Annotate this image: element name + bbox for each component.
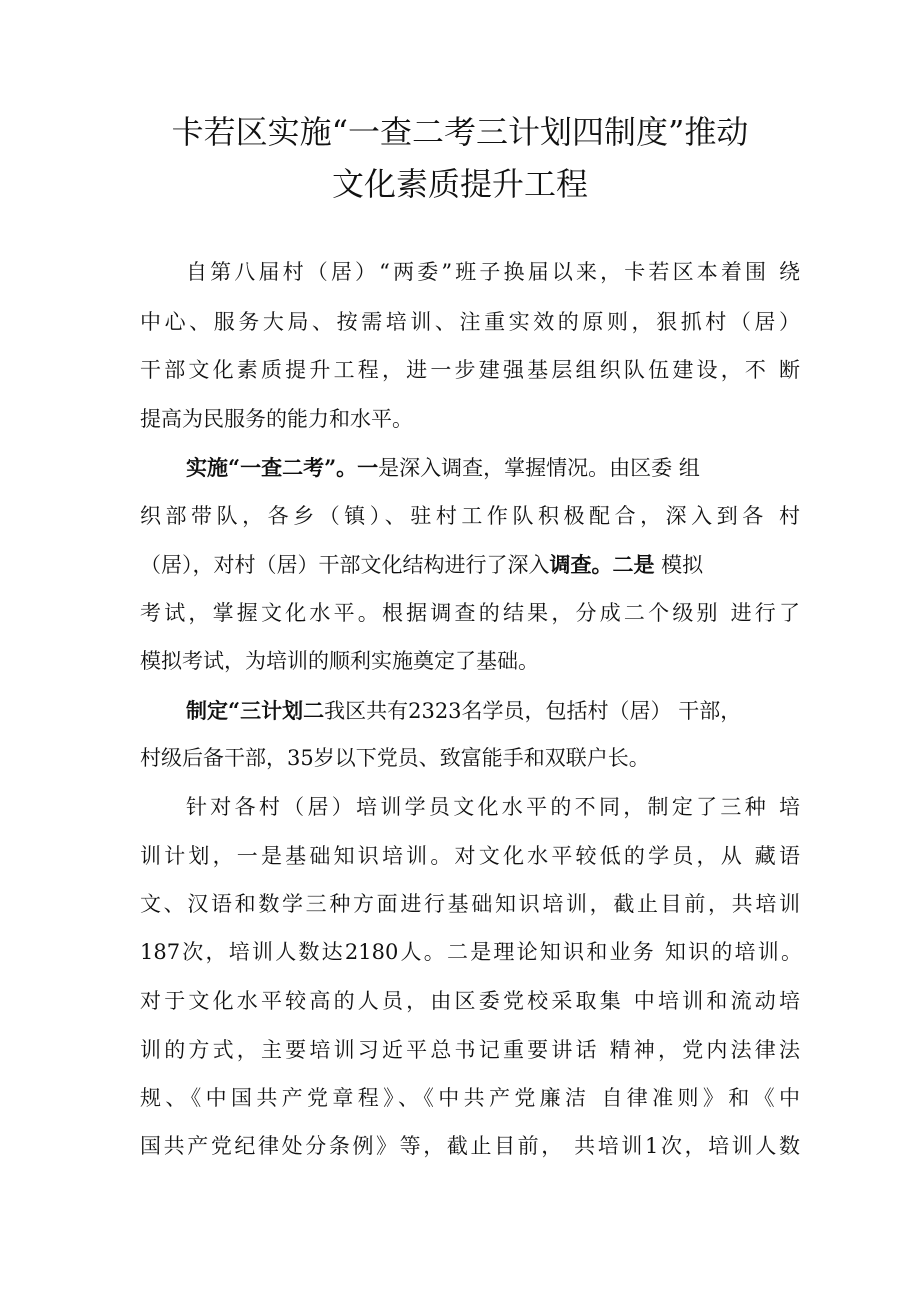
- paragraph-3-line-1: [140, 700, 800, 722]
- paragraph-1-line-4: 提高为民服务的能力和水平。: [140, 407, 413, 431]
- paragraph-4-line-4: 187次，培训人数达2180人。二是理论知识和业务 知识的培训。: [140, 940, 802, 964]
- paragraph-2-line-2: 织部带队，各乡（镇）、驻村工作队积极配合，深入到各 村: [140, 504, 800, 528]
- paragraph-1-line-3: 干部文化素质提升工程，进一步建强基层组织队伍建设，不 断: [140, 358, 800, 382]
- paragraph-2-line-5: 模拟考试，为培训的顺利实施奠定了基础。: [140, 649, 539, 673]
- paragraph-2-line-1-text: 是深入调查，掌握情况。由区委 组: [378, 456, 700, 480]
- paragraph-2-line-3-bold: 调查。二是: [549, 552, 655, 577]
- paragraph-4-line-3: 文、汉语和数学三种方面进行基础知识培训，截止目前，共培训: [140, 892, 800, 916]
- paragraph-2-line-3-post: 模拟: [654, 553, 704, 577]
- paragraph-3-line-2: 村级后备干部，35岁以下党员、致富能手和双联户长。: [140, 746, 650, 770]
- document-title-line-2: 文化素质提升工程: [331, 165, 588, 203]
- paragraph-4-line-6: 训的方式，主要培训习近平总书记重要讲话 精神，党内法律法: [140, 1038, 800, 1062]
- paragraph-1-line-1: 自第八届村（居）“两委”班子换届以来，卡若区本着围 绕: [186, 260, 800, 284]
- paragraph-4-line-7: 规、《中国共产党章程》、《中共产党廉洁 自律准则》和《中: [140, 1086, 800, 1110]
- paragraph-4-line-8: 国共产党纪律处分条例》等，截止目前， 共培训1次，培训人数: [140, 1134, 800, 1158]
- paragraph-2-line-3: [140, 554, 800, 576]
- paragraph-2-line-1: [140, 457, 800, 479]
- document-title-line-1: 卡若区实施“一查二考三计划四制度”推动: [171, 113, 749, 151]
- paragraph-2-lead-heading: 实施“一查二考”。一: [186, 455, 379, 480]
- paragraph-3-lead-heading: 制定“三计划二: [186, 698, 325, 723]
- paragraph-4-line-1: 针对各村（居）培训学员文化水平的不同，制定了三种 培: [186, 795, 800, 819]
- paragraph-2-line-3-pre: （居），对村（居）干部文化结构进行了深入: [140, 553, 550, 577]
- paragraph-2-line-4: 考试，掌握文化水平。根据调查的结果，分成二个级别 进行了: [140, 601, 800, 625]
- paragraph-4-line-2: 训计划，一是基础知识培训。对文化水平较低的学员，从 藏语: [140, 844, 800, 868]
- paragraph-1-line-2: 中心、服务大局、按需培训、注重实效的原则，狠抓村（居）: [140, 310, 800, 334]
- paragraph-3-line-1-text: 我区共有2323名学员，包括村（居） 干部，: [324, 699, 742, 723]
- paragraph-4-line-5: 对于文化水平较高的人员，由区委党校采取集 中培训和流动培: [140, 989, 800, 1013]
